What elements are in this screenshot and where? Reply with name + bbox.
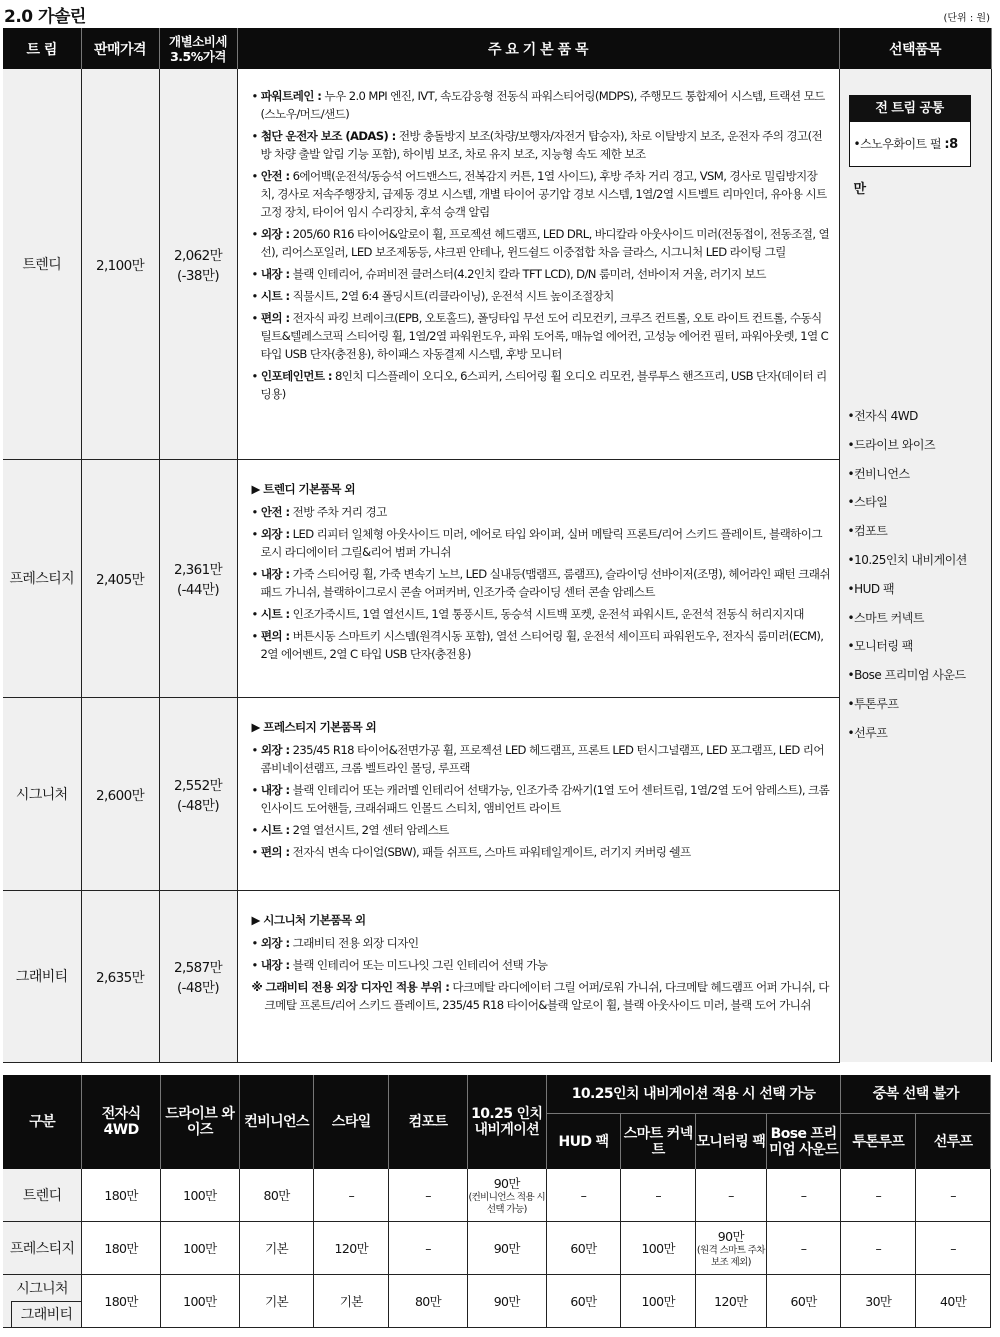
feature-text: 그래비티 전용 외장 디자인	[292, 935, 419, 950]
feature-text: 블랙 인테리어 또는 캐러멜 인테리어 선택가능, 인조가죽 감싸기(1열 도어 센터트림, 1열/2열 도어 암레스트), 크롬 인사이드 도어핸들, 크래쉬패드 인몰드 스티치, 앰비언트 라이트	[260, 782, 830, 815]
feature-cell	[237, 69, 839, 459]
feature-label: 편의 :	[260, 844, 290, 859]
feature-text: 전자식 파킹 브레이크(EPB, 오토홀드), 폴딩타입 무선 도어 리모컨키, 크루즈 컨트롤, 오토 라이트 컨트롤, 수동식 틸트&텔레스코픽 스티어링 휠, 1열/2열 파워윈도우, 파워 도어록, 매뉴얼 에어컨, 고성능 에어컨 필터, 파워아웃렛, 1열 C 타입 USB 단자(충전용), 하이패스 자동결제 시스템, 후방 모니터	[260, 311, 829, 361]
feature-label: 외장 :	[260, 526, 290, 541]
col-option: 드라이브 와이즈	[161, 1075, 240, 1169]
trim-tax-price	[159, 459, 237, 697]
option-price-table	[3, 1075, 991, 1328]
unit-label: (단위 : 원)	[943, 13, 990, 24]
col-option: 선루프	[916, 1114, 991, 1170]
option-list-item: •드라이브 와이즈	[847, 437, 936, 452]
option-list-item: •모니터링 팩	[847, 639, 913, 654]
feature-text: 직물시트, 2열 6:4 폴딩시트(리클라이닝), 운전석 시트 높이조절장치	[292, 289, 614, 303]
option-price-value: 90만	[493, 1176, 520, 1191]
option-price-cell: –	[696, 1169, 767, 1222]
option-list-item: •컨비니언스	[847, 466, 910, 481]
feature-text: LED 리피터 일체형 아웃사이드 미러, 에어로 타입 와이퍼, 실버 메탈릭 프론트/리어 스키드 플레이트, 블랙하이그로시 라디에이터 그릴&리어 범퍼 가니쉬	[260, 526, 822, 559]
option-price-cell: 100만	[621, 1222, 696, 1275]
feature-text: 전자식 변속 다이얼(SBW), 패들 쉬프트, 스마트 파워테일게이트, 러기지 커버링 쉘프	[292, 844, 691, 859]
feature-label: 편의 :	[260, 628, 290, 643]
feature-text: 6에어백(운전석/동승석 어드밴스드, 전복감지 커튼, 1열 사이드), 후방 주차 거리 경고, VSM, 경사로 밀림방지장치, 경사로 저속주행장치, 급제동 경보 시스템, 개별 타이어 공기압 경보 시스템, 1열/2열 시트벨트 리마인더, 유아용 시트 고정 장치, 타이어 임시 수리장치, 후석 승객 알림	[260, 169, 827, 219]
option-price-cell: –	[766, 1222, 841, 1275]
col-tax-price: 개별소비세 3.5%가격	[159, 28, 237, 69]
feature-text: 8인치 디스플레이 오디오, 6스피커, 스티어링 휠 오디오 리모컨, 블루투스 핸즈프리, USB 단자(데이터 리딩용)	[260, 369, 827, 401]
option-list-item: •스타일	[847, 495, 888, 510]
feature-cell	[237, 890, 839, 1062]
option-price-cell	[467, 1169, 546, 1222]
feature-item: • 시트 : 인조가죽시트, 1열 열선시트, 1열 통풍시트, 동승석 시트백 포켓, 운전석 파워시트, 운전석 전동식 허리지지대	[251, 606, 804, 621]
option-list-label: 모니터링 팩	[854, 639, 913, 654]
col-option: 전자식 4WD	[82, 1075, 161, 1169]
option-price-cell: 180만	[82, 1275, 161, 1328]
tax-price-diff: (-38만)	[176, 267, 220, 284]
option-price-cell: –	[841, 1169, 916, 1222]
col-option: 스마트 커넥트	[621, 1114, 696, 1170]
col-option: Bose 프리미엄 사운드	[766, 1114, 841, 1170]
feature-heading: ▶ 프레스티지 기본품목 외	[251, 719, 377, 734]
page-header	[0, 0, 1000, 28]
col-options: 선택품목	[839, 28, 991, 69]
option-row-name: 트렌디	[3, 1169, 82, 1222]
feature-text: 버튼시동 스마트키 시스템(원격시동 포함), 열선 스티어링 휠, 운전석 세이프티 파워윈도우, 전자식 룸미러(ECM), 2열 에어벤트, 2열 C 타입 USB 단자(충전용)	[260, 628, 824, 661]
trim-name: 트렌디	[3, 69, 81, 459]
trim-name: 시그니처	[3, 697, 81, 890]
feature-text: 전방 주차 거리 경고	[292, 504, 387, 519]
feature-item: • 파워트레인 : 누우 2.0 MPI 엔진, IVT, 속도감응형 전동식 파워스티어링(MDPS), 주행모드 통합제어 시스템, 트랙션 모드(스노우/머드/샌드)	[251, 89, 825, 121]
feature-text: 전방 충돌방지 보조(차량/보행자/자전거 탑승자), 차로 이탈방지 보조, 운전자 주의 경고(전방 차량 출발 알림 기능 포함), 하이빔 보조, 차로 유지 보조, 지능형 속도 제한 보조	[260, 129, 823, 161]
group-dup-header: 중복 선택 불가	[841, 1075, 991, 1114]
common-option-box	[849, 95, 971, 197]
option-price-cell: –	[841, 1222, 916, 1275]
option-price-cell: 100만	[161, 1169, 240, 1222]
trim-tax-price	[159, 69, 237, 459]
trim-price: 2,100만	[81, 69, 159, 459]
option-list-label: 전자식 4WD	[854, 409, 918, 423]
feature-item: • 내장 : 블랙 인테리어 또는 미드나잇 그린 인테리어 선택 가능	[251, 957, 548, 972]
option-list-label: 10.25인치 내비게이션	[854, 552, 967, 567]
feature-item: • 편의 : 전자식 파킹 브레이크(EPB, 오토홀드), 폴딩타입 무선 도어 리모컨키, 크루즈 컨트롤, 오토 라이트 컨트롤, 수동식 틸트&텔레스코픽 스티어링 휠, 1열/2열 파워윈도우, 파워 도어록, 매뉴얼 에어컨, 고성능 에어컨 필터, 파워아웃렛, 1열 C 타입 USB 단자(충전용), 하이패스 자동결제 시스템, 후방 모니터	[251, 311, 829, 361]
feature-item: • 안전 : 6에어백(운전석/동승석 어드밴스드, 전복감지 커튼, 1열 사이드), 후방 주차 거리 경고, VSM, 경사로 밀림방지장치, 경사로 저속주행장치, 급제동 경보 시스템, 개별 타이어 공기압 경보 시스템, 1열/2열 시트벨트 리마인더, 유아용 시트 고정 장치, 타이어 임시 수리장치, 후석 승객 알림	[251, 169, 827, 219]
feature-item: • 편의 : 버튼시동 스마트키 시스템(원격시동 포함), 열선 스티어링 휠, 운전석 세이프티 파워윈도우, 전자식 룸미러(ECM), 2열 에어벤트, 2열 C 타입 USB 단자(충전용)	[251, 628, 824, 661]
feature-label: 시트 :	[260, 822, 290, 837]
option-price-cell: –	[916, 1169, 991, 1222]
option-price-cell: –	[916, 1222, 991, 1275]
option-list-label: 컴포트	[854, 524, 888, 539]
option-price-cell: 60만	[546, 1222, 621, 1275]
option-price-cell: 180만	[82, 1169, 161, 1222]
feature-item: • 안전 : 전방 주차 거리 경고	[251, 504, 387, 519]
feature-item: • 외장 : 그래비티 전용 외장 디자인	[251, 935, 419, 950]
tax-price-diff: (-48만)	[176, 980, 220, 996]
option-price-cell: 100만	[161, 1275, 240, 1328]
common-option-price: :8만	[853, 137, 958, 197]
feature-item: • 내장 : 가죽 스티어링 휠, 가죽 변속기 노브, LED 실내등(맵램프, 룸램프), 슬라이딩 선바이저(조명), 헤어라인 패턴 크래쉬패드 가니쉬, 블랙하이그로시 콘솔 어퍼커버, 인조가죽 슬라이딩 센터 콘솔 암레스트	[251, 566, 830, 599]
option-price-cell: 90만	[467, 1275, 546, 1328]
option-list-item: •투톤루프	[847, 696, 899, 711]
option-row-name: 프레스티지	[3, 1222, 82, 1275]
tax-price-value: 2,062만	[173, 247, 223, 264]
col-features: 주 요 기 본 품 목	[237, 28, 839, 69]
option-price-cell: 120만	[696, 1275, 767, 1328]
feature-item: • 내장 : 블랙 인테리어, 슈퍼비전 클러스터(4.2인치 칼라 TFT LCD), D/N 룸미러, 선바이저 거울, 러기지 보드	[251, 267, 766, 281]
option-price-cell: –	[766, 1169, 841, 1222]
option-list-label: 선루프	[854, 725, 888, 740]
option-list-item: •컴포트	[847, 524, 888, 539]
trim-tax-price	[159, 890, 237, 1062]
feature-label: 시트 :	[260, 606, 290, 621]
trim-table	[3, 28, 992, 1063]
feature-text: 누우 2.0 MPI 엔진, IVT, 속도감응형 전동식 파워스티어링(MDPS), 주행모드 통합제어 시스템, 트랙션 모드(스노우/머드/샌드)	[260, 89, 825, 121]
feature-label: 내장 :	[260, 267, 290, 281]
option-price-cell: 80만	[239, 1169, 314, 1222]
option-row	[3, 1275, 991, 1328]
col-price: 판매가격	[81, 28, 159, 69]
feature-text: 235/45 R18 타이어&전면가공 휠, 프로젝션 LED 헤드램프, 프론트 LED 턴시그널램프, LED 포그램프, LED 리어 콤비네이션램프, 크롬 벨트라인 몰딩, 루프랙	[260, 742, 824, 775]
feature-text: 인조가죽시트, 1열 열선시트, 1열 통풍시트, 동승석 시트백 포켓, 운전석 파워시트, 운전석 전동식 허리지지대	[292, 606, 804, 621]
feature-label: 파워트레인 :	[260, 89, 322, 103]
feature-label: 첨단 운전자 보조 (ADAS) :	[260, 129, 396, 143]
page-title: 2.0 가솔린	[4, 7, 86, 27]
option-price-cell: 120만	[314, 1222, 389, 1275]
col-category: 구분	[3, 1075, 82, 1169]
option-price-cell: 100만	[161, 1222, 240, 1275]
option-list-item: •스마트 커넥트	[847, 610, 924, 625]
option-price-cell: 기본	[314, 1275, 389, 1328]
col-option: HUD 팩	[546, 1114, 621, 1170]
option-price-cell: –	[314, 1169, 389, 1222]
note-label: ※ 그래비티 전용 외장 디자인 적용 부위 :	[251, 979, 450, 994]
option-price-cell: 90만	[467, 1222, 546, 1275]
option-price-cell: –	[621, 1169, 696, 1222]
feature-label: 인포테인먼트 :	[260, 369, 332, 383]
feature-label: 내장 :	[260, 782, 290, 797]
option-price-cell: –	[389, 1222, 468, 1275]
col-option: 컴포트	[389, 1075, 468, 1169]
option-price-cell: 40만	[916, 1275, 991, 1328]
tax-price-diff: (-44만)	[176, 582, 220, 598]
feature-item: • 시트 : 2열 열선시트, 2열 센터 암레스트	[251, 822, 449, 837]
col-option: 10.25 인치 내비게이션	[467, 1075, 546, 1169]
feature-item: • 첨단 운전자 보조 (ADAS) : 전방 충돌방지 보조(차량/보행자/자전거 탑승자), 차로 이탈방지 보조, 운전자 주의 경고(전방 차량 출발 알림 기능 포함), 하이빔 보조, 차로 유지 보조, 지능형 속도 제한 보조	[251, 129, 823, 161]
option-list	[848, 407, 967, 753]
trim-tax-price	[159, 697, 237, 890]
option-list-label: Bose 프리미엄 사운드	[854, 668, 966, 683]
trim-price: 2,405만	[81, 459, 159, 697]
trim-row	[3, 69, 991, 459]
option-price-cell: 기본	[239, 1275, 314, 1328]
row-name-bottom: 그래비티	[11, 1301, 81, 1328]
feature-label: 편의 :	[260, 311, 290, 325]
col-option: 투톤루프	[841, 1114, 916, 1170]
group-nav-header: 10.25인치 내비게이션 적용 시 선택 가능	[546, 1075, 841, 1114]
feature-text: 블랙 인테리어, 슈퍼비전 클러스터(4.2인치 칼라 TFT LCD), D/N 룸미러, 선바이저 거울, 러기지 보드	[292, 267, 766, 281]
feature-item: • 인포테인먼트 : 8인치 디스플레이 오디오, 6스피커, 스티어링 휠 오디오 리모컨, 블루투스 핸즈프리, USB 단자(데이터 리딩용)	[251, 369, 827, 401]
feature-label: 외장 :	[260, 935, 290, 950]
option-price-cell: –	[546, 1169, 621, 1222]
tax-price-value: 2,552만	[173, 777, 223, 794]
option-list-label: 컨비니언스	[854, 466, 910, 481]
feature-label: 내장 :	[260, 957, 290, 972]
trim-price: 2,635만	[81, 890, 159, 1062]
feature-item: • 편의 : 전자식 변속 다이얼(SBW), 패들 쉬프트, 스마트 파워테일게이트, 러기지 커버링 쉘프	[251, 844, 691, 859]
trim-price: 2,600만	[81, 697, 159, 890]
option-cell	[839, 69, 991, 1062]
option-price-note: (원격 스마트 주차 보조 제외)	[696, 1245, 765, 1268]
feature-label: 외장 :	[260, 227, 290, 241]
feature-label: 시트 :	[260, 289, 290, 303]
feature-item: • 외장 : 205/60 R16 타이어&알로이 휠, 프로젝션 헤드램프, LED DRL, 바디칼라 아웃사이드 미러(전동접이, 전동조절, 열선), 리어스포일러, LED 보조제동등, 샤크핀 안테나, 윈드쉴드 이중접합 차음 글라스, 시그니처 LED 라이팅 그릴	[251, 227, 830, 259]
col-trim: 트 림	[3, 28, 81, 69]
feature-item: • 시트 : 직물시트, 2열 6:4 폴딩시트(리클라이닝), 운전석 시트 높이조절장치	[251, 289, 614, 303]
option-price-cell: 60만	[546, 1275, 621, 1328]
option-list-label: 드라이브 와이즈	[854, 437, 936, 452]
option-row	[3, 1222, 991, 1275]
feature-text: 2열 열선시트, 2열 센터 암레스트	[292, 822, 449, 837]
feature-label: 내장 :	[260, 566, 290, 581]
feature-item: • 외장 : 235/45 R18 타이어&전면가공 휠, 프로젝션 LED 헤드램프, 프론트 LED 턴시그널램프, LED 포그램프, LED 리어 콤비네이션램프, 크롬 벨트라인 몰딩, 루프랙	[251, 742, 824, 775]
feature-heading: ▶ 시그니처 기본품목 외	[251, 912, 366, 927]
feature-item: • 외장 : LED 리피터 일체형 아웃사이드 미러, 에어로 타입 와이퍼, 실버 메탈릭 프론트/리어 스키드 플레이트, 블랙하이그로시 라디에이터 그릴&리어 범퍼 가니쉬	[251, 526, 822, 559]
feature-label: 안전 :	[260, 504, 290, 519]
row-name-top: 시그니처	[16, 1280, 68, 1297]
feature-note	[252, 978, 831, 1014]
option-price-cell: 30만	[841, 1275, 916, 1328]
option-price-value: 90만	[717, 1229, 744, 1244]
option-list-label: 스타일	[854, 495, 888, 510]
option-price-cell: 100만	[621, 1275, 696, 1328]
option-list-item: •10.25인치 내비게이션	[847, 552, 967, 567]
option-price-cell	[696, 1222, 767, 1275]
option-price-cell: –	[389, 1169, 468, 1222]
option-list-item: •HUD 팩	[847, 581, 895, 596]
feature-text: 블랙 인테리어 또는 미드나잇 그린 인테리어 선택 가능	[292, 957, 548, 972]
option-price-cell: 기본	[239, 1222, 314, 1275]
option-list-item: •전자식 4WD	[847, 409, 918, 423]
tax-price-diff: (-48만)	[176, 797, 220, 814]
row-name-split	[3, 1275, 81, 1327]
common-option-item: •스노우화이트 펄 :8만	[853, 137, 958, 197]
feature-heading: ▶ 트렌디 기본품목 외	[251, 481, 355, 496]
feature-label: 안전 :	[260, 169, 290, 183]
col-option: 컨비니언스	[239, 1075, 314, 1169]
option-price-cell: 60만	[766, 1275, 841, 1328]
common-option-title: 전 트림 공통	[850, 96, 970, 122]
option-row-name	[3, 1275, 82, 1328]
common-option-name: 스노우화이트 펄	[860, 137, 942, 151]
note-text: 다크메탈 라디에이터 그릴 어퍼/로워 가니쉬, 다크메탈 헤드램프 어퍼 가니쉬, 다크메탈 프론트/리어 스키드 플레이트, 235/45 R18 타이어&블랙 알로이 휠, 블랙 아웃사이드 미러, 블랙 도어 가니쉬	[264, 979, 829, 1012]
option-row	[3, 1169, 991, 1222]
option-price-cell: 180만	[82, 1222, 161, 1275]
feature-label: 외장 :	[260, 742, 290, 757]
option-list-label: HUD 팩	[854, 581, 895, 596]
option-list-label: 스마트 커넥트	[854, 610, 924, 625]
trim-name: 그래비티	[3, 890, 81, 1062]
tax-price-value: 2,587만	[173, 960, 223, 976]
feature-item: • 내장 : 블랙 인테리어 또는 캐러멜 인테리어 선택가능, 인조가죽 감싸기(1열 도어 센터트림, 1열/2열 도어 암레스트), 크롬 인사이드 도어핸들, 크래쉬패드 인몰드 스티치, 앰비언트 라이트	[251, 782, 830, 815]
col-option: 스타일	[314, 1075, 389, 1169]
feature-text: 205/60 R16 타이어&알로이 휠, 프로젝션 헤드램프, LED DRL, 바디칼라 아웃사이드 미러(전동접이, 전동조절, 열선), 리어스포일러, LED 보조제동등, 샤크핀 안테나, 윈드쉴드 이중접합 차음 글라스, 시그니처 LED 라이팅 그릴	[260, 227, 830, 259]
feature-text: 가죽 스티어링 휠, 가죽 변속기 노브, LED 실내등(맵램프, 룸램프), 슬라이딩 선바이저(조명), 헤어라인 패턴 크래쉬패드 가니쉬, 블랙하이그로시 콘솔 어퍼커버, 인조가죽 슬라이딩 센터 콘솔 암레스트	[260, 566, 830, 599]
option-list-item: •Bose 프리미엄 사운드	[847, 668, 966, 683]
option-price-cell: 80만	[389, 1275, 468, 1328]
trim-name: 프레스티지	[3, 459, 81, 697]
option-price-note: (컨비니언스 적용 시 선택 가능)	[468, 1192, 546, 1215]
option-list-label: 투톤루프	[854, 696, 899, 711]
option-header-row	[3, 1075, 991, 1114]
col-option: 모니터링 팩	[696, 1114, 767, 1170]
feature-cell	[237, 697, 839, 890]
tax-price-value: 2,361만	[173, 562, 223, 578]
option-list-item: •선루프	[847, 725, 888, 740]
feature-cell	[237, 459, 839, 697]
